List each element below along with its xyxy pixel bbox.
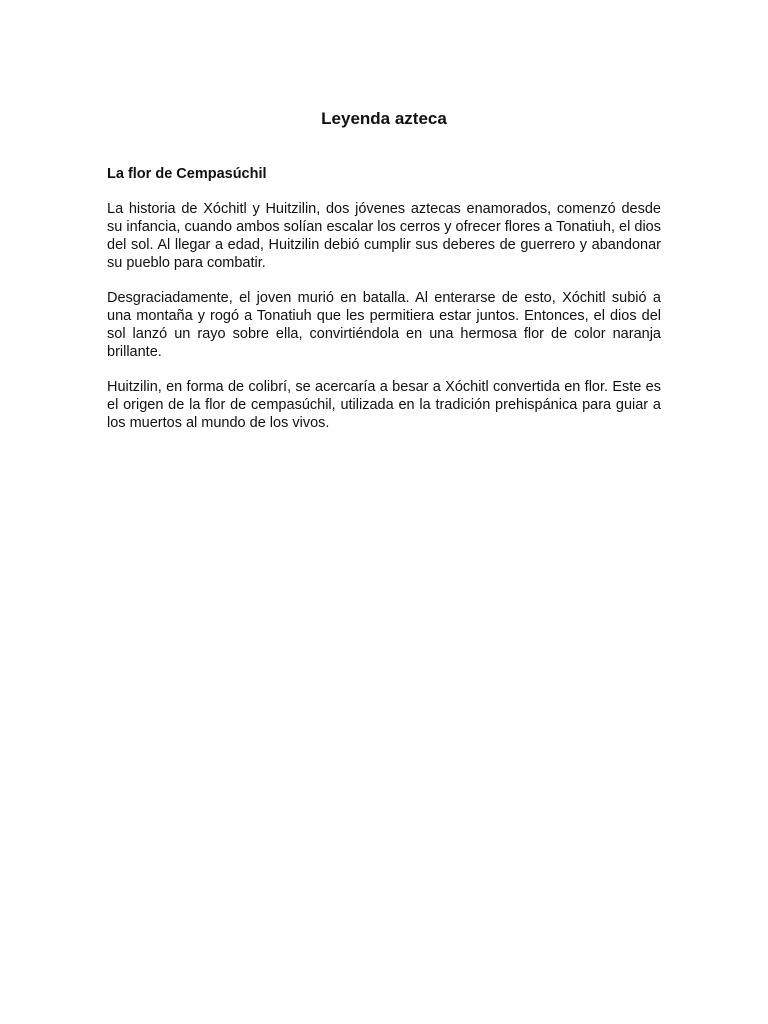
- paragraph-3: Huitzilin, en forma de colibrí, se acercaría a besar a Xóchitl convertida en flor. Este es el origen de la flor de cempasúchil, utilizada en la tradición prehispánica para guiar a los muertos al mundo de los vivos.: [107, 379, 661, 431]
- section-heading: La flor de Cempasúchil: [107, 166, 267, 182]
- document-body: [107, 165, 661, 449]
- paragraph-2: Desgraciadamente, el joven murió en batalla. Al enterarse de esto, Xóchitl subió a una montaña y rogó a Tonatiuh que les permitiera estar juntos. Entonces, el dios del sol lanzó un rayo sobre ella, convirtiéndola en una hermosa flor de color naranja brillante.: [107, 290, 661, 360]
- document-title: Leyenda azteca: [321, 109, 447, 128]
- paragraph-1: La historia de Xóchitl y Huitzilin, dos jóvenes aztecas enamorados, comenzó desde su infancia, cuando ambos solían escalar los cerros y ofrecer flores a Tonatiuh, el dios del sol. Al llegar a edad, Huitzilin debió cumplir sus deberes de guerrero y abandonar su pueblo para combatir.: [107, 201, 661, 271]
